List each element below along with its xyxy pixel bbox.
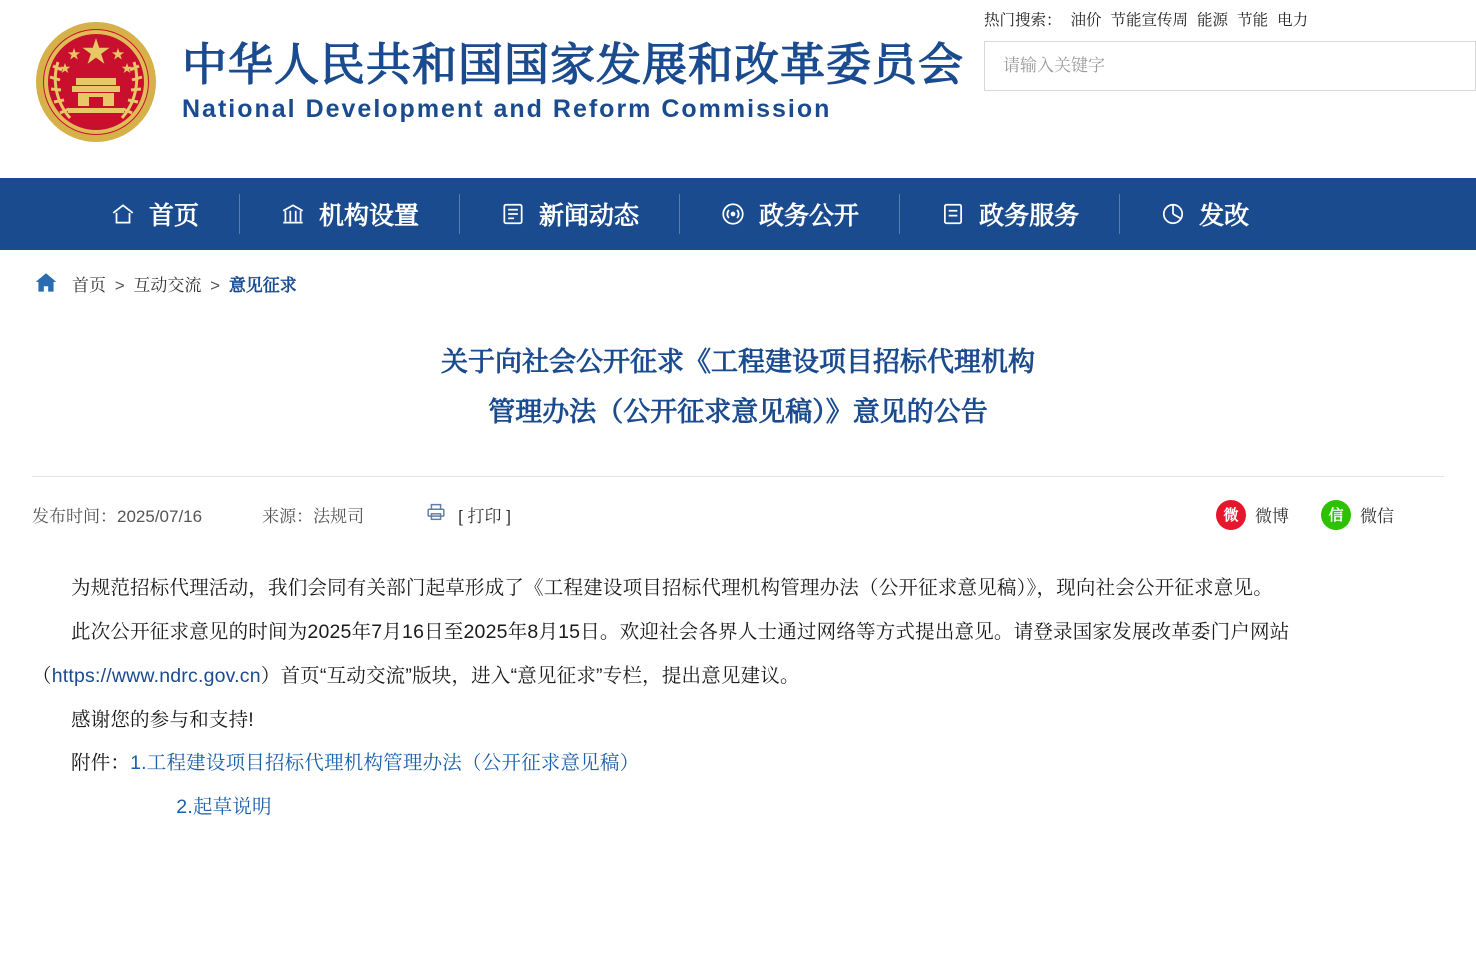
share-wechat-label: 微信: [1360, 507, 1394, 527]
publish-time-label: 发布时间：: [32, 507, 117, 527]
search-input[interactable]: [985, 42, 1475, 90]
weibo-icon: 微: [1216, 500, 1246, 530]
wechat-icon: 信: [1321, 500, 1351, 530]
breadcrumb-parent-link[interactable]: 互动交流: [133, 275, 202, 295]
attachment-link-1[interactable]: 1.工程建设项目招标代理机构管理办法（公开征求意见稿）: [130, 752, 640, 775]
hot-search-item-1[interactable]: 油价: [1070, 12, 1102, 29]
attachment-line-1: [32, 742, 1444, 786]
attachment-line-2: [32, 786, 1444, 830]
hot-search-item-4[interactable]: 节能: [1237, 12, 1269, 29]
org-name-en: National Development and Reform Commission: [182, 95, 832, 124]
nav-label-gov-service: 政务服务: [979, 202, 1080, 230]
nav-item-organization[interactable]: [240, 194, 460, 234]
attachment-link-2[interactable]: 2.起草说明: [176, 796, 272, 819]
breadcrumb-sep-2: >: [210, 275, 221, 295]
search-area: [976, 8, 1476, 91]
print-button[interactable]: [424, 501, 511, 528]
nav-label-home: 首页: [149, 202, 200, 230]
share-group: [1194, 500, 1394, 530]
source-label: 来源：: [262, 507, 314, 527]
site-brand[interactable]: [0, 0, 964, 146]
site-header: [0, 0, 1476, 178]
pie-icon: [1160, 201, 1186, 227]
breadcrumb-current: 意见征求: [228, 275, 297, 295]
source-value: 法规司: [313, 507, 365, 527]
attachment-label: 附件：: [71, 752, 131, 775]
hot-search-label: 热门搜索：: [984, 12, 1062, 29]
search-box[interactable]: [984, 41, 1476, 91]
nav-item-news[interactable]: [460, 194, 680, 234]
nav-label-ndrc-data: 发改: [1199, 202, 1250, 230]
page-title-line1: 关于向社会公开征求《工程建设项目招标代理机构: [441, 347, 1035, 377]
share-wechat-button[interactable]: [1321, 500, 1394, 530]
document-icon: [940, 201, 966, 227]
nav-label-gov-disclosure: 政务公开: [759, 202, 860, 230]
breadcrumb-home-link[interactable]: 首页: [72, 275, 106, 295]
news-icon: [500, 201, 526, 227]
share-weibo-button[interactable]: [1216, 500, 1289, 530]
breadcrumb-home-icon[interactable]: [32, 270, 60, 296]
breadcrumb-trail: [72, 271, 297, 296]
brand-text: [182, 40, 964, 125]
article: [0, 316, 1476, 830]
nav-item-ndrc-data[interactable]: [1120, 194, 1289, 234]
paragraph-3: 感谢您的参与和支持!: [71, 708, 254, 731]
print-label: [ 打印 ]: [458, 507, 511, 527]
publish-time: [32, 502, 202, 527]
hot-search-row: [976, 8, 1476, 30]
article-body: [32, 553, 1444, 830]
home-icon: [110, 201, 136, 227]
share-weibo-label: 微博: [1255, 507, 1289, 527]
paragraph-2-after: ）首页“互动交流”版块，进入“意见征求”专栏，提出意见建议。: [260, 664, 800, 687]
paragraph-2-before: 此次公开征求意见的时间为2025年7月16日至2025年8月15日。欢迎社会各界人士通过网络等方式提出意见。请登录国家发展改革委门户网站（: [32, 620, 1290, 687]
breadcrumb-sep-1: >: [114, 275, 125, 295]
nav-item-gov-service[interactable]: [900, 194, 1120, 234]
broadcast-icon: [720, 201, 746, 227]
national-emblem-icon: [32, 18, 160, 146]
printer-icon: [424, 501, 448, 528]
page-title: [32, 316, 1444, 458]
hot-search-item-5[interactable]: 电力: [1277, 12, 1309, 29]
nav-label-organization: 机构设置: [319, 202, 420, 230]
nav-item-gov-disclosure[interactable]: [680, 194, 900, 234]
source: [262, 502, 364, 527]
breadcrumb: [0, 250, 1476, 316]
page-title-line2: 管理办法（公开征求意见稿）》意见的公告: [488, 396, 988, 427]
bank-icon: [280, 201, 306, 227]
hot-search-item-3[interactable]: 能源: [1197, 12, 1229, 29]
paragraph-1: 为规范招标代理活动，我们会同有关部门起草形成了《工程建设项目招标代理机构管理办法（公开征求意见稿）》，现向社会公开征求意见。: [71, 576, 1273, 599]
ndrc-website-link[interactable]: https://www.ndrc.gov.cn: [51, 664, 261, 687]
nav-label-news: 新闻动态: [539, 202, 640, 230]
paragraph-2: [32, 611, 1444, 699]
publish-time-value: 2025/07/16: [117, 507, 203, 527]
nav-item-home[interactable]: [0, 194, 240, 234]
main-navigation: [0, 178, 1476, 250]
hot-search-item-2[interactable]: 节能宣传周: [1110, 12, 1189, 29]
article-meta: [32, 477, 1444, 553]
org-name-cn: 中华人民共和国国家发展和改革委员会: [182, 38, 965, 90]
